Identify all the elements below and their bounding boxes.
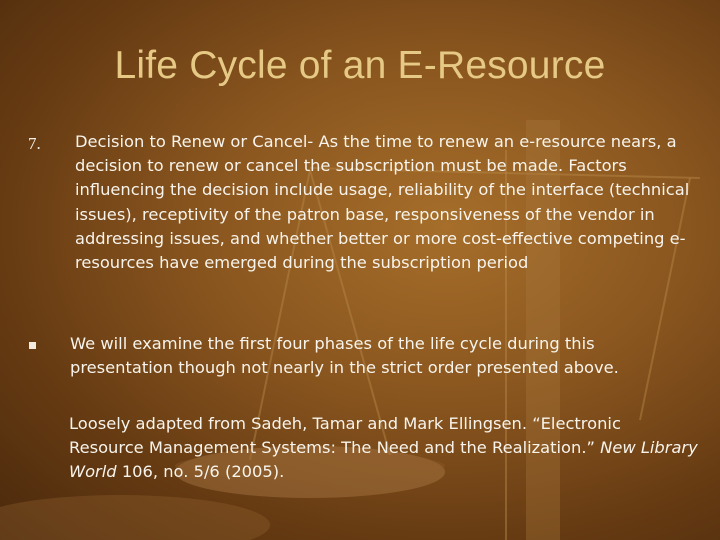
slide-title: Life Cycle of an E-Resource: [114, 44, 606, 87]
citation-details: 106, no. 5/6 (2005).: [121, 462, 285, 482]
bullet-text: We will examine the first four phases of the life cycle during this presentation though not nearly in the strict order presented above.: [70, 334, 619, 378]
list-item-number: 7.: [28, 134, 41, 153]
list-item-text: Decision to Renew or Cancel- As the time to renew an e-resource nears, a decision to renew or cancel the subscription must be made. Factors influencing the decision include usage, reliability of the interface (technical issues), receptivity of the patron base, responsiveness of the vendor in addressing issues, and whether better or more cost-effective competing e-resources have emerged during the subscription period: [75, 132, 690, 273]
bullet-square-icon: [29, 342, 36, 349]
citation-text: Loosely adapted from Sadeh, Tamar and Mark Ellingsen. “Electronic Resource Management Systems: The Need and the Realization.”: [69, 414, 621, 458]
citation-journal: New Library World: [69, 438, 698, 482]
citation: [69, 412, 699, 485]
